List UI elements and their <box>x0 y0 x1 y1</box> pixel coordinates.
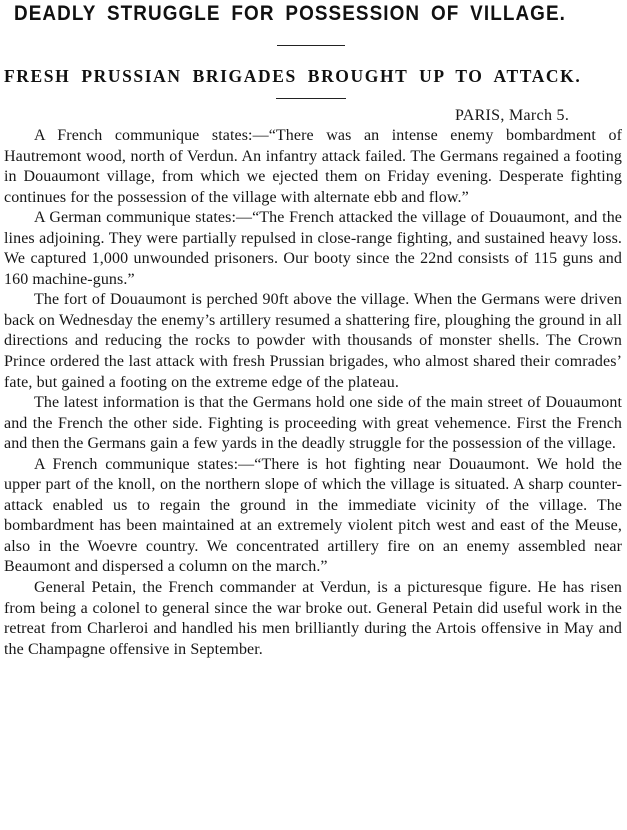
paragraph-3: The fort of Douaumont is perched 90ft above the village. When the Germans were driven back on Wednesday the enemy’s artillery resumed a shattering fire, ploughing the ground in all directions and reducing the rocks to powder with thousands of monster shells. The Crown Prince ordered the last attack with fresh Prussian brigades, who almost shared their comrades’ fate, but gained a footing on the extreme edge of the plateau. <box>4 291 622 391</box>
article-body <box>4 126 622 660</box>
headline-divider <box>277 45 345 46</box>
paragraph-1: A French communique states:—“There was an intense enemy bombardment of Hautremont wood, north of Verdun. An infantry attack failed. The Germans regained a footing in Douaumont village, from which we ejected them on Friday evening. Desperate fighting continues for the possession of the village with alternate ebb and flow.” <box>4 127 622 206</box>
paragraph-5: A French communique states:—“There is hot fighting near Douaumont. We hold the upper part of the knoll, on the northern slope of which the village is situated. A sharp counter-attack enabled us to regain the ground in the immediate vicinity of the village. The bombardment has been maintained at an extremely violent pitch west and east of the Meuse, also in the Woevre country. We concentrated artillery fire on an enemy assembled near Beaumont and dispersed a column on the march.” <box>4 455 622 576</box>
paragraph-2: A German communique states:—“The French attacked the village of Douaumont, and the lines adjoining. They were partially repulsed in close-range fighting, and sustained heavy loss. We captured 1,000 unwounded prisoners. Our booty since the 22nd consists of 115 guns and 160 machine-guns.” <box>4 209 622 288</box>
headline: DEADLY STRUGGLE FOR POSSESSION OF VILLAGE. <box>14 2 566 25</box>
paragraph-4: The latest information is that the Germans hold one side of the main street of Douaumont and the French the other side. Fighting is proceeding with great vehemence. First the French and then the Germans gain a few yards in the deadly struggle for the possession of the village. <box>4 394 622 453</box>
subheadline-divider <box>276 98 346 99</box>
subheadline: FRESH PRUSSIAN BRIGADES BROUGHT UP TO ATTACK. <box>4 66 582 86</box>
paragraph-6: General Petain, the French commander at Verdun, is a picturesque figure. He has risen from being a colonel to general since the war broke out. General Petain did useful work in the retreat from Charleroi and handled his men brilliantly during the Artois offensive in May and the Champagne offensive in September. <box>4 579 622 658</box>
dateline: PARIS, March 5. <box>455 107 570 124</box>
